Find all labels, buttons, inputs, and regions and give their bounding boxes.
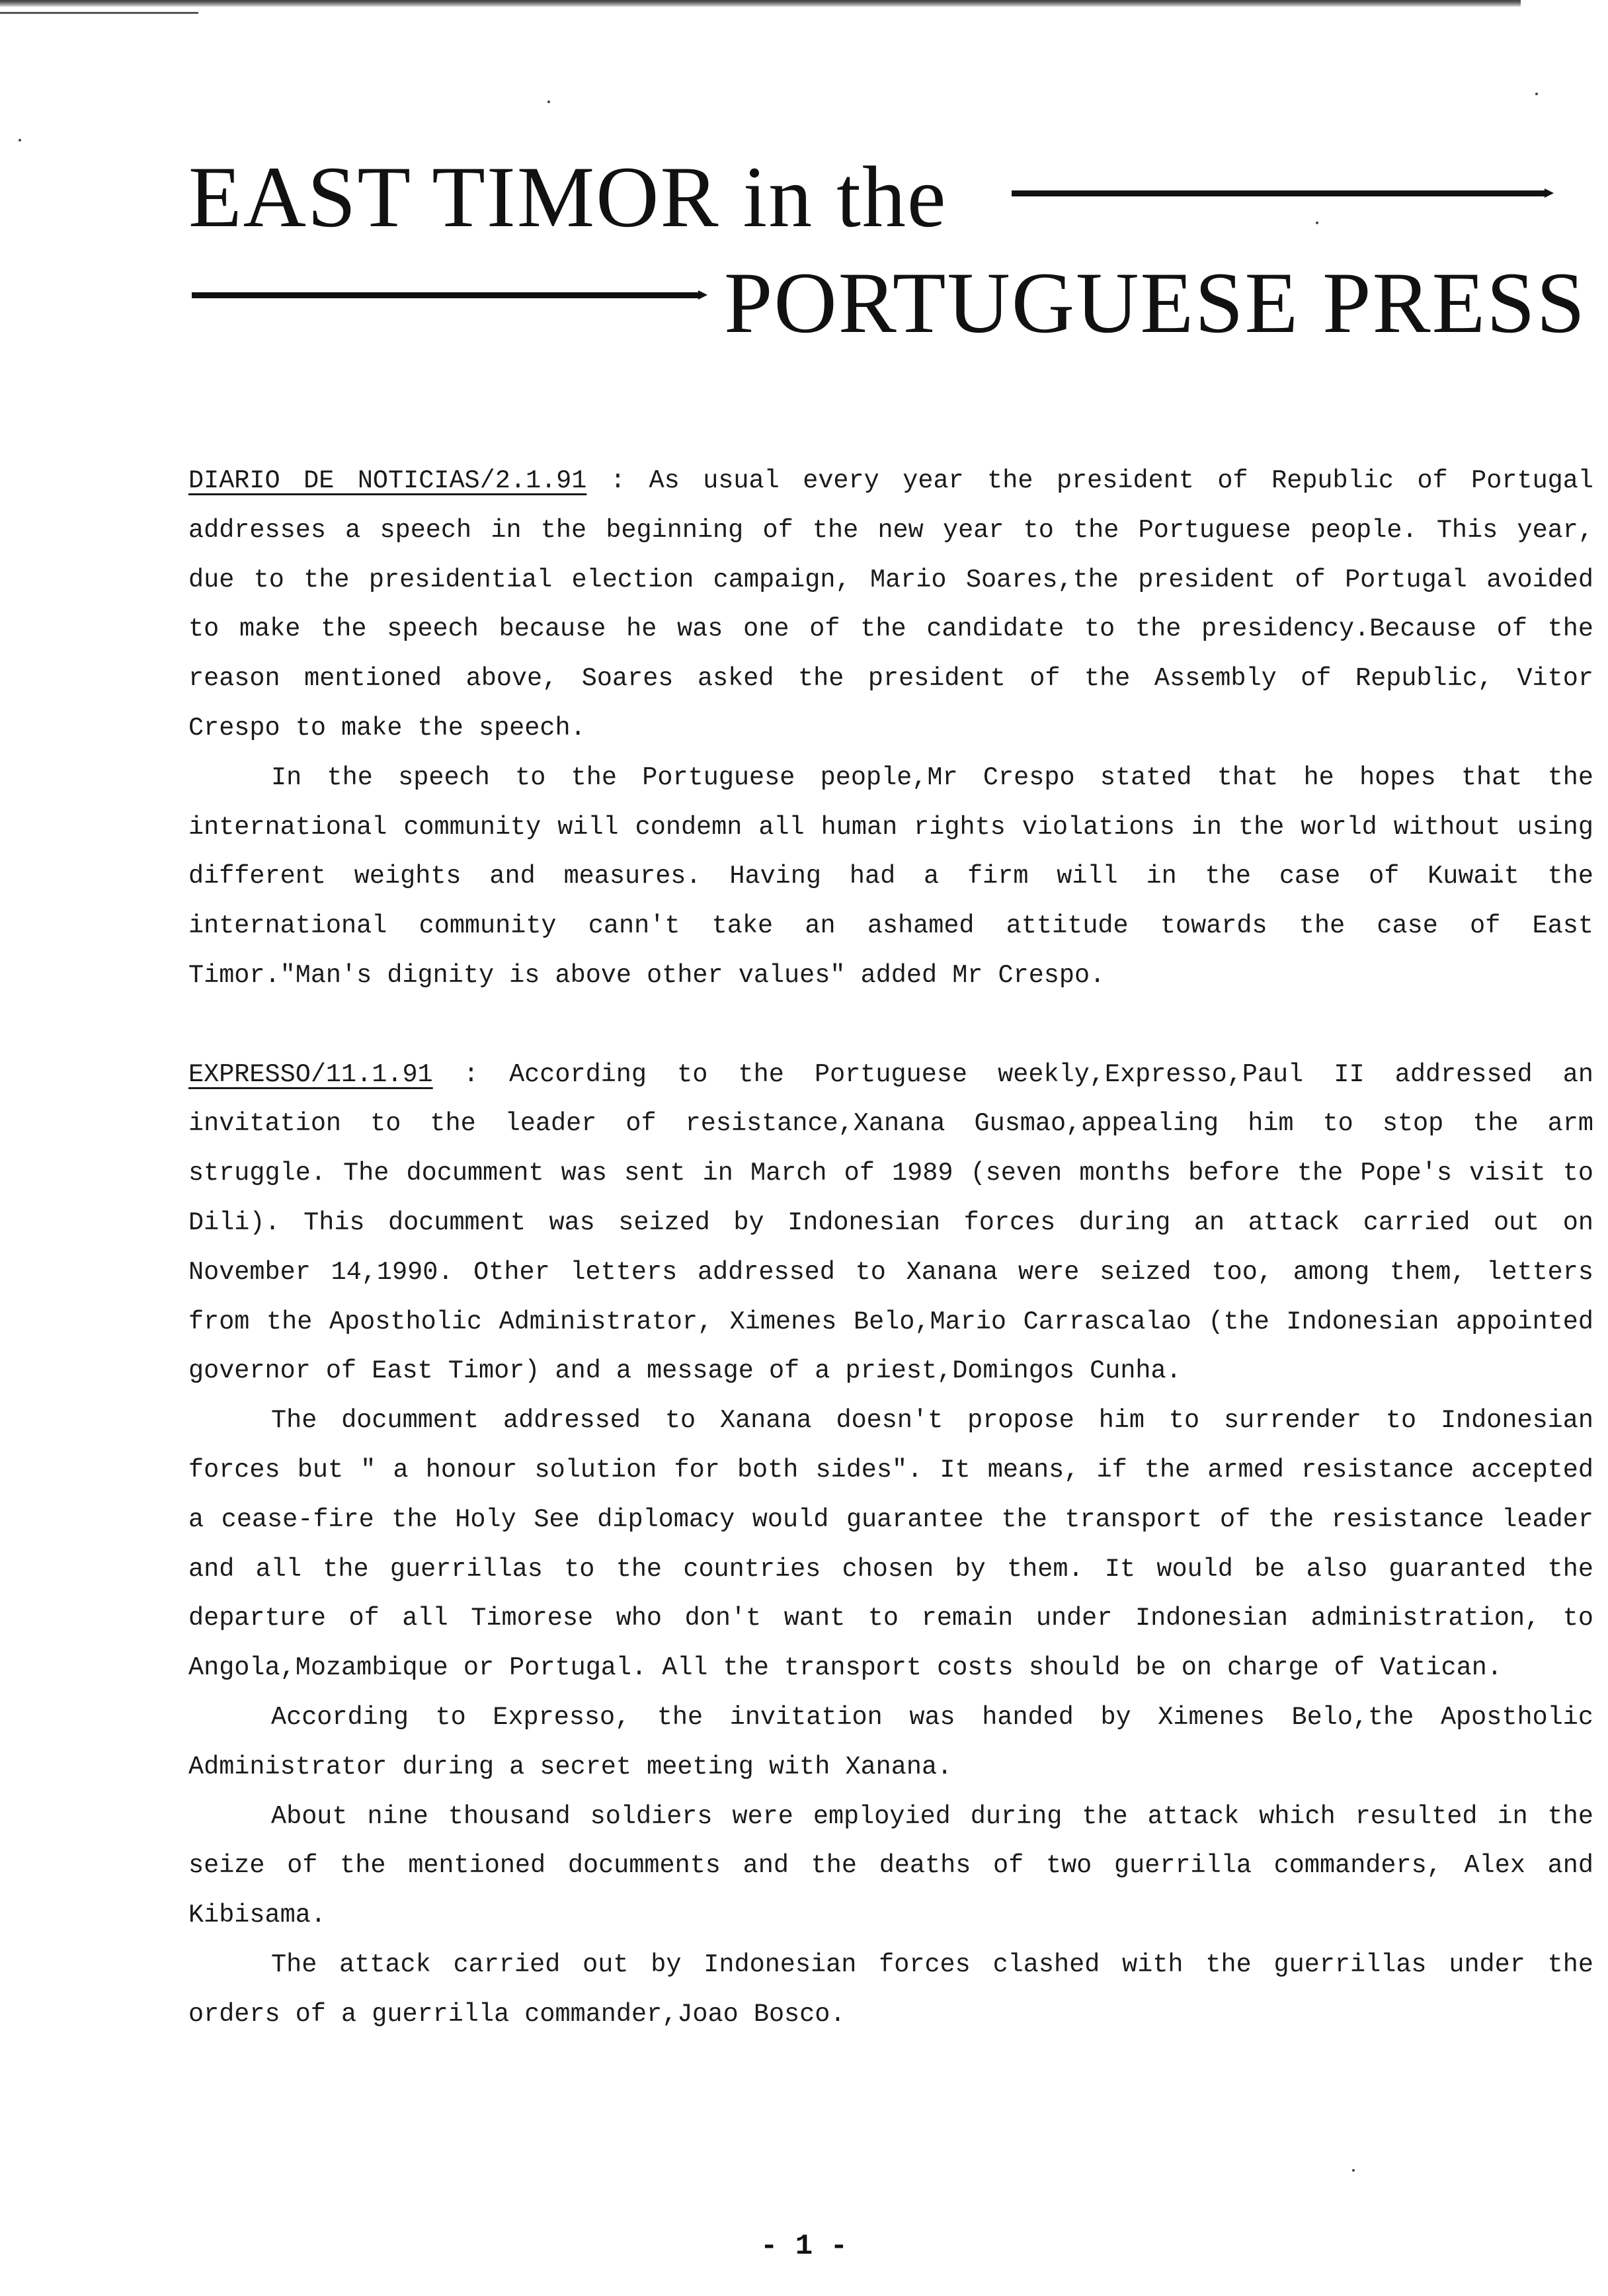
article-2-paragraph-1 — [188, 1050, 1593, 1397]
scan-speck — [547, 101, 550, 103]
source-separator: : — [432, 1059, 510, 1089]
scan-speck — [19, 139, 21, 142]
article-2-paragraph-5: The attack carried out by Indonesian forces clashed with the guerrillas under the orders of a guerrilla commander,Joao Bosco. — [188, 1949, 1593, 2029]
scan-edge-line — [0, 12, 198, 14]
paragraph-text: As usual every year the president of Republic of Portugal addresses a speech in the beginning of the new year to the Portuguese people. This year, due to the presidential election campaign, Mario Soares,the president of Portugal avoided to make the speech because he was one of the candidate to the presidency.Because of the reason mentioned above, Soares asked the president of the Assembly of Republic, Vitor Crespo to make the speech. — [188, 466, 1593, 743]
article-2-paragraph-4: About nine thousand soldiers were employied during the attack which resulted in the seize of the mentioned documments and the deaths of two guerrilla commanders, Alex and Kibisama. — [188, 1801, 1593, 1930]
article-body — [188, 456, 1593, 2039]
article-1-source: DIARIO DE NOTICIAS/2.1.91 — [188, 466, 587, 495]
article-1-paragraph-1 — [188, 456, 1593, 753]
article-2-source: EXPRESSO/11.1.91 — [188, 1059, 433, 1089]
scan-speck — [1535, 93, 1538, 95]
scan-speck — [1352, 2169, 1355, 2172]
source-separator: : — [586, 466, 649, 495]
title-line-2: PORTUGUESE PRESS — [724, 254, 1587, 351]
title-rule-right — [1012, 190, 1547, 196]
page-number: - 1 - — [760, 2230, 848, 2263]
title-line-1: EAST TIMOR in the — [188, 148, 947, 245]
article-2-paragraph-3: According to Expresso, the invitation was handed by Ximenes Belo,the Apostholic Administrator during a secret meeting with Xanana. — [188, 1702, 1593, 1782]
article-2-paragraph-2: The documment addressed to Xanana doesn't propose him to surrender to Indonesian forces but " a honour solution for both sides". It means, if the armed resistance accepted a cease-fire the Holy See diplomacy would guarantee the transport of the resistance leader and all the guerrillas to the countries chosen by them. It would be also guaranted the departure of all Timorese who don't want to remain under Indonesian administration, to Angola,Mozambique or Portugal. All the transport costs should be on charge of Vatican. — [188, 1406, 1593, 1683]
title-rule-left — [192, 292, 701, 298]
scan-speck — [1316, 222, 1318, 224]
scan-edge-artifact — [0, 0, 1521, 7]
article-1-paragraph-2: In the speech to the Portuguese people,Mr Crespo stated that he hopes that the international community will condemn all human rights violations in the world without using different weights and measures. Having had a firm will in the case of Kuwait the international community cann't take an ashamed attitude towards the case of East Timor."Man's dignity is above other values" added Mr Crespo. — [188, 762, 1593, 990]
paragraph-text: According to the Portuguese weekly,Expresso,Paul II addressed an invitation to the leader of resistance,Xanana Gusmao,appealing him to stop the arm struggle. The documment was sent in March of 1989 (seven months before the Pope's visit to Dili). This documment was seized by Indonesian forces during an attack carried out on November 14,1990. Other letters addressed to Xanana were seized too, among them, letters from the Apostholic Administrator, Ximenes Belo,Mario Carrascalao (the Indonesian appointed governor of East Timor) and a message of a priest,Domingos Cunha. — [188, 1059, 1594, 1386]
